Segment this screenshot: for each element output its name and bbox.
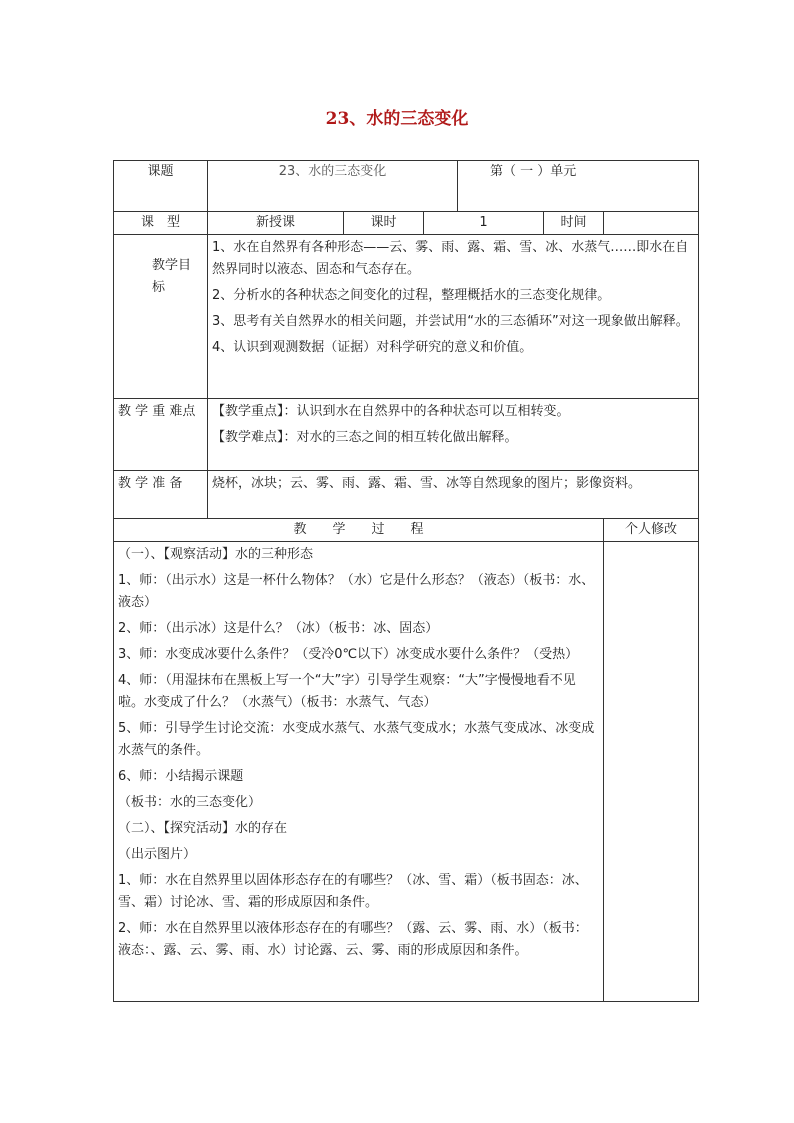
goals-row — [114, 235, 699, 399]
prep-row — [114, 471, 699, 519]
process-line: 2、师：水在自然界里以液体形态存在的有哪些？（露、云、雾、雨、水）（板书：液态：、露、云、雾、雨、水）讨论露、云、雾、雨的形成原因和条件。 — [118, 921, 588, 958]
goals-content — [208, 235, 699, 399]
hours-label: 课时 — [344, 212, 424, 235]
key-point-item: 【教学重点】：认识到水在自然界中的各种状态可以互相转变。 — [212, 404, 570, 419]
time-label: 时间 — [544, 212, 604, 235]
revise-header: 个人修改 — [604, 519, 699, 542]
document-title: 23、水的三态变化 — [325, 109, 469, 129]
key-point-item: 【教学难点】：对水的三态之间的相互转化做出解释。 — [212, 430, 518, 445]
lesson-plan-table — [113, 160, 699, 1002]
process-line: 1、师：水在自然界里以固体形态存在的有哪些？（冰、雪、霜）（板书固态：冰、雪、霜）讨论冰、雪、霜的形成原因和条件。 — [118, 873, 588, 910]
hours-value: 1 — [424, 212, 544, 235]
goal-item: 1、水在自然界有各种形态——云、雾、雨、露、霜、雪、冰、水蒸气……即水在自然界同时以液态、固态和气态存在。 — [212, 240, 689, 277]
process-content — [114, 542, 604, 1002]
type-row — [114, 212, 699, 235]
process-line: 2、师：（出示冰）这是什么？（冰）（板书：冰、固态） — [118, 621, 439, 636]
topic-label: 课题 — [114, 161, 208, 212]
process-header-row — [114, 519, 699, 542]
process-line: （二）、【探究活动】水的存在 — [118, 821, 288, 836]
key-points-label: 教 学 重 难点 — [114, 399, 208, 471]
goal-item: 3、思考有关自然界水的相关问题，并尝试用“水的三态循环”对这一现象做出解释。 — [212, 314, 689, 329]
process-header: 教 学 过 程 — [114, 519, 604, 542]
prep-content: 烧杯，冰块；云、雾、雨、露、霜、雪、冰等自然现象的图片；影像资料。 — [208, 471, 699, 519]
unit-value: 第（ 一 ）单元 — [458, 161, 699, 212]
type-value: 新授课 — [208, 212, 344, 235]
process-line: 5、师：引导学生讨论交流：水变成水蒸气、水蒸气变成水；水蒸气变成冰、冰变成水蒸气的条件。 — [118, 721, 595, 758]
process-line: 1、师：（出示水）这是一杯什么物体？（水）它是什么形态？（液态）（板书：水、液态） — [118, 573, 595, 610]
process-line: （板书：水的三态变化） — [118, 795, 262, 810]
process-line: 4、师：（用湿抹布在黑板上写一个“大”字）引导学生观察：“大”字慢慢地看不见啦。水变成了什么？（水蒸气）（板书：水蒸气、气态） — [118, 673, 576, 710]
process-line: （出示图片） — [118, 847, 197, 862]
goal-item: 2、分析水的各种状态之间变化的过程，整理概括水的三态变化规律。 — [212, 288, 611, 303]
key-points-content — [208, 399, 699, 471]
goals-label: 教学目标 — [114, 235, 208, 399]
prep-label: 教 学 准 备 — [114, 471, 208, 519]
process-row — [114, 542, 699, 1002]
process-line: 3、师：水变成冰要什么条件？（受冷0℃以下）冰变成水要什么条件？（受热） — [118, 647, 579, 662]
time-value — [604, 212, 699, 235]
process-line: 6、师：小结揭示课题 — [118, 769, 244, 784]
topic-value: 23、水的三态变化 — [208, 161, 458, 212]
goal-item: 4、认识到观测数据（证据）对科学研究的意义和价值。 — [212, 340, 533, 355]
process-line: （一）、【观察活动】水的三种形态 — [118, 547, 314, 562]
topic-row — [114, 161, 699, 212]
key-points-row — [114, 399, 699, 471]
type-label: 课 型 — [114, 212, 208, 235]
revise-content — [604, 542, 699, 1002]
